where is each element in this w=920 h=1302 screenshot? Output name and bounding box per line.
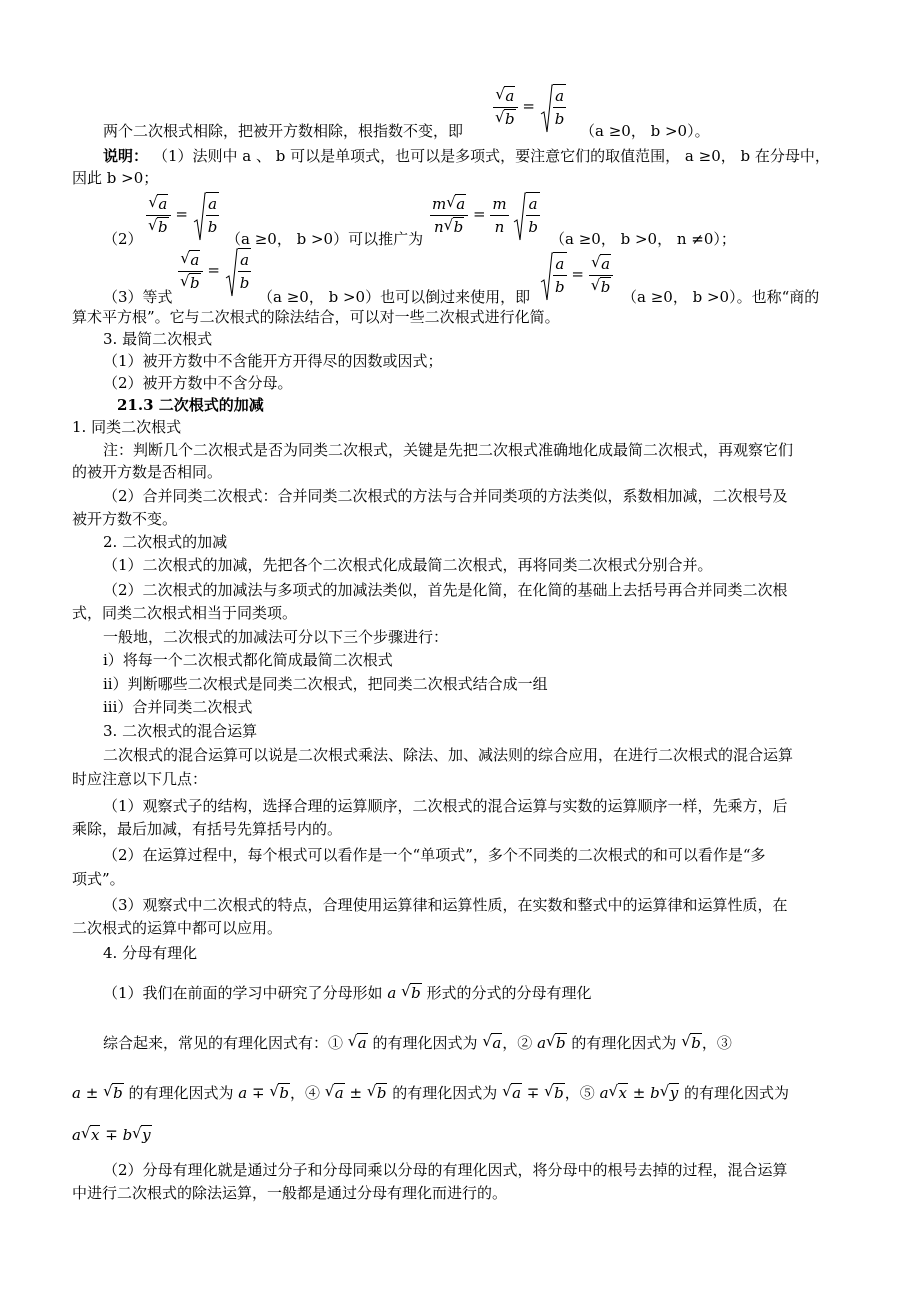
text-line: i）将每一个二次根式都化简成最简二次根式 — [103, 651, 393, 669]
text-line: 两个二次根式相除，把被开方数相除，根指数不变，即 — [103, 122, 464, 140]
text-line: （2）被开方数中不含分母。 — [103, 374, 293, 392]
text-line — [103, 983, 591, 1003]
text-line: iii）合并同类二次根式 — [103, 698, 253, 716]
text-line: 中进行二次根式的除法运算，一般都是通过分母有理化而进行的。 — [72, 1184, 508, 1202]
text-line: 算术平方根”。它与二次根式的除法结合，可以对一些二次根式进行化简。 — [72, 308, 560, 326]
formula-generalized: $\frac{m√ a}{n√ b}$ = $\frac{m}{n}$ $\frac{a}{b}$ — [430, 192, 540, 238]
text-seg: ，③ — [701, 1034, 732, 1052]
text-line: （a ≥0， b >0）可以推广为 — [226, 230, 424, 248]
math-a-mp-sqrt-b: a ∓ √ b — [238, 1084, 290, 1102]
text-line: 时应注意以下几点： — [72, 770, 208, 788]
math-sqrt-b: √ b — [681, 1034, 702, 1052]
text-line: 4. 分母有理化 — [103, 944, 198, 962]
math-a-pm-sqrt-b: a ± √ b — [72, 1084, 124, 1102]
text-line: （2）二次根式的加减法与多项式的加减法类似，首先是化简，在化简的基础上去括号再合并同类二次根 — [103, 581, 788, 599]
formula-quotient-rule: √ a √ b = $\frac{a}{b}$ — [493, 84, 566, 130]
text-line: （a ≥0， b >0）。 — [580, 122, 710, 140]
text-line: （a ≥0， b >0）。也称“商的 — [622, 288, 820, 306]
text-line: （2）在运算过程中，每个根式可以看作是一个“单项式”，多个不同类的二次根式的和可以看作是“多 — [103, 846, 766, 864]
text-seg: 的有理化因式为 — [571, 1034, 677, 1052]
formula-equation: √ a √ b = $\frac{a}{b}$ — [178, 248, 251, 294]
text-line: 因此 b >0； — [72, 169, 159, 187]
math-a-sqrt-b: a√ b — [537, 1034, 567, 1052]
text-line: （1）观察式子的结构，选择合理的运算顺序，二次根式的混合运算与实数的运算顺序一样，先乘方，后 — [103, 797, 788, 815]
text-seg: （1）我们在前面的学习中研究了分母形如 — [103, 984, 383, 1002]
text-line: （2） — [103, 230, 143, 248]
text-line: 一般地，二次根式的加减法可分以下三个步骤进行： — [103, 628, 449, 646]
text-line: 3. 二次根式的混合运算 — [103, 722, 258, 740]
text-line: （3）等式 — [103, 288, 173, 306]
text-seg: 的有理化因式为 — [392, 1084, 498, 1102]
text-seg: ，⑤ — [564, 1084, 595, 1102]
text-line — [103, 1033, 732, 1053]
math-sqrt-a-mp-sqrt-b: √ a ∓ √ b — [502, 1084, 565, 1102]
text-line: （2）分母有理化就是通过分子和分母同乘以分母的有理化因式，将分母中的根号去掉的过程，混合运算 — [103, 1161, 788, 1179]
text-seg: 的有理化因式为 — [128, 1084, 234, 1102]
text-line: （a ≥0， b >0， n ≠0）； — [550, 230, 736, 248]
text-seg: 形式的分式的分母有理化 — [426, 984, 592, 1002]
formula-reverse: $\frac{a}{b}$ = √ a √ b — [540, 252, 613, 298]
math-a-sqrtx-mp-b-sqrty: a√ x ∓ b√ y — [72, 1125, 152, 1145]
section-heading: 21.3 二次根式的加减 — [117, 396, 264, 414]
math-sqrt-a-pm-sqrt-b: √ a ± √ b — [325, 1084, 388, 1102]
text-line — [72, 1083, 789, 1103]
text-line: 二次根式的混合运算可以说是二次根式乘法、除法、加、减法则的综合应用，在进行二次根式的混合运算 — [103, 746, 794, 764]
math-sqrt-a: √ a — [348, 1034, 368, 1052]
formula-quotient-rule-2: √ a √ b = $\frac{a}{b}$ — [146, 192, 219, 238]
text-line: （1）二次根式的加减，先把各个二次根式化成最简二次根式，再将同类二次根式分别合并。 — [103, 556, 713, 574]
text-seg: 的有理化因式为 — [372, 1034, 478, 1052]
text-seg: 的有理化因式为 — [684, 1084, 790, 1102]
note-label: 说明： — [103, 147, 149, 165]
text-line: 的被开方数是否相同。 — [72, 463, 223, 481]
text-line: （1）被开方数中不含能开方开得尽的因数或因式； — [103, 352, 443, 370]
text-seg: ，② — [502, 1034, 533, 1052]
text-line: （1）法则中 a 、 b 可以是单项式，也可以是多项式，要注意它们的取值范围， a ≥0， b 在分母中， — [153, 147, 830, 165]
text-line: （3）观察式中二次根式的特点，合理使用运算律和运算性质，在实数和整式中的运算律和运算性质，在 — [103, 896, 788, 914]
text-line: ii）判断哪些二次根式是同类二次根式，把同类二次根式结合成一组 — [103, 675, 548, 693]
text-seg: 综合起来，常见的有理化因式有：① — [103, 1034, 344, 1052]
text-line: 2. 二次根式的加减 — [103, 533, 228, 551]
math-a-sqrtx-pm-b-sqrty: a√ x ± b√ y — [600, 1084, 680, 1102]
text-line: （a ≥0， b >0）也可以倒过来使用，即 — [258, 288, 531, 306]
text-line: 项式”。 — [72, 870, 125, 888]
text-line: 1. 同类二次根式 — [72, 418, 182, 436]
text-line: 二次根式的运算中都可以应用。 — [72, 919, 283, 937]
text-line: 被开方数不变。 — [72, 510, 178, 528]
text-line: 乘除，最后加减，有括号先算括号内的。 — [72, 820, 343, 838]
text-line: 注：判断几个二次根式是否为同类二次根式，关键是先把二次根式准确地化成最简二次根式，再观察它们 — [103, 441, 794, 459]
text-line: （2）合并同类二次根式：合并同类二次根式的方法与合并同类项的方法类似，系数相加减，二次根号及 — [103, 487, 788, 505]
text-seg: ，④ — [289, 1084, 320, 1102]
text-line: 式，同类二次根式相当于同类项。 — [72, 604, 298, 622]
text-line: 3. 最简二次根式 — [103, 330, 213, 348]
math-sqrt-a-2: √ a — [482, 1034, 502, 1052]
math-a-sqrt-b: a √ b — [387, 984, 421, 1002]
